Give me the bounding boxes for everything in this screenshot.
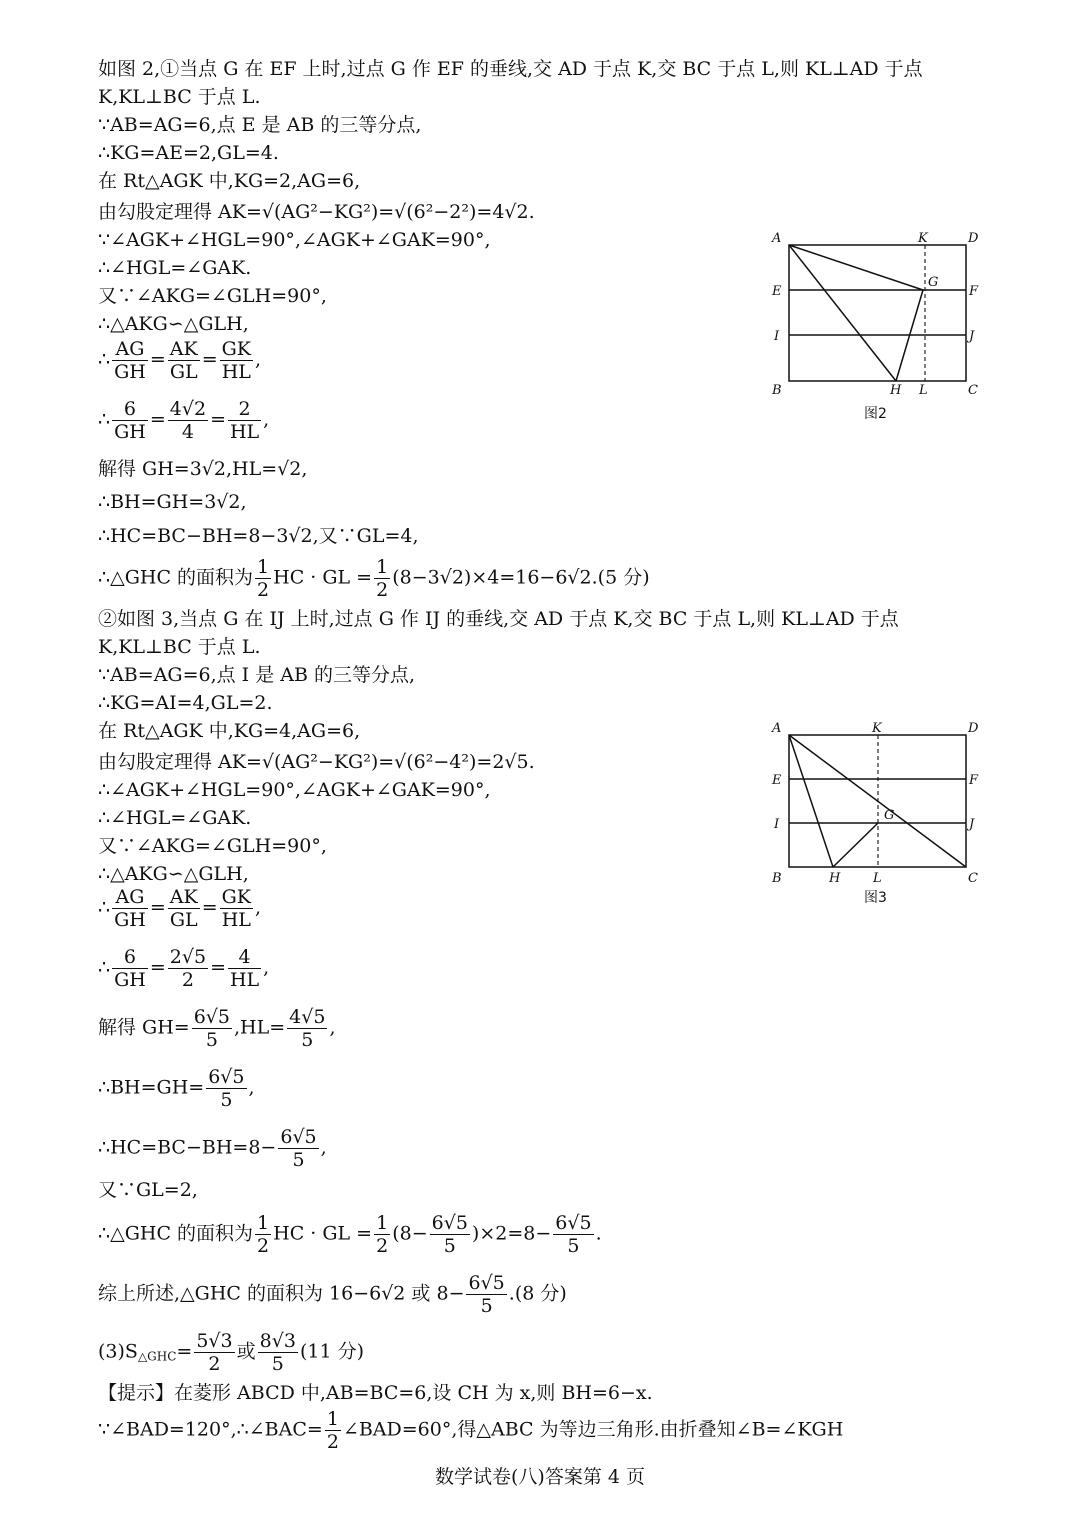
fraction-half: $\frac{1}{2}$ (257, 1212, 270, 1257)
text-line: ∵∠AGK+∠HGL=90°,∠AGK+∠GAK=90°, (98, 229, 491, 251)
figure-2-caption: 图2 (864, 406, 887, 422)
label-a: A (772, 721, 782, 736)
label-e: E (772, 773, 782, 788)
fraction: $\frac{6}{GH}$ (114, 398, 146, 443)
fraction: $\frac{AG}{GH}$ (114, 338, 146, 383)
label-j: J (969, 329, 975, 344)
fraction: $\frac{2}{HL}$ (229, 398, 260, 443)
text-line: 在 Rt△AGK 中,KG=4,AG=6, (98, 720, 361, 742)
area-line: ∴△GHC 的面积为 $\frac{1}{2}$ HC · GL = $\frac{1}{2}$ (8− $\frac{6√5}{5}$ )×2=8− $\frac{6√5}{5}$ . (98, 1212, 602, 1257)
text-line: ②如图 3,当点 G 在 IJ 上时,过点 G 作 IJ 的垂线,交 AD 于点 K,交 BC 于点 L,则 KL⊥AD 于点 (98, 608, 899, 630)
fraction: $\frac{GK}{HL}$ (221, 338, 251, 383)
text-line: ∴∠AGK+∠HGL=90°,∠AGK+∠GAK=90°, (98, 779, 491, 801)
label-a: A (772, 231, 782, 246)
text-line: 如图 2,①当点 G 在 EF 上时,过点 G 作 EF 的垂线,交 AD 于点 K,交 BC 于点 L,则 KL⊥AD 于点 (98, 58, 923, 80)
fraction: $\frac{6√5}{5}$ (280, 1126, 317, 1171)
area-line: ∴△GHC 的面积为 $\frac{1}{2}$ HC · GL = $\frac{1}{2}$ (8−3√2)×4=16−6√2.(5 分) (98, 556, 650, 601)
summary-line: 综上所述,△GHC 的面积为 16−6√2 或 8− $\frac{6√5}{5}$ .(8 分) (98, 1272, 567, 1317)
text-line: 又∵∠AKG=∠GLH=90°, (98, 285, 327, 307)
hc-line: ∴HC=BC−BH=8− $\frac{6√5}{5}$ , (98, 1126, 327, 1171)
figure-2-diagram (760, 226, 990, 426)
text-line: 在 Rt△AGK 中,KG=2,AG=6, (98, 170, 361, 192)
bh-line: ∴BH=GH= $\frac{6√5}{5}$ , (98, 1066, 255, 1111)
text-line: 由勾股定理得 AK=√(AG²−KG²)=√(6²−4²)=2√5. (98, 751, 535, 773)
rectangle-abcd (789, 245, 966, 381)
text-line: 解得 GH=3√2,HL=√2, (98, 458, 308, 480)
fraction: $\frac{AK}{GL}$ (169, 338, 198, 383)
label-h: H (890, 383, 902, 398)
fraction-half: $\frac{1}{2}$ (326, 1408, 339, 1453)
figure-3-caption: 图3 (864, 890, 887, 906)
label-g: G (928, 275, 939, 290)
text-line: ∴∠HGL=∠GAK. (98, 807, 252, 829)
text-line: ∵AB=AG=6,点 E 是 AB 的三等分点, (98, 114, 422, 136)
therefore-symbol: ∴ (98, 408, 111, 431)
text-line: ∴KG=AI=4,GL=2. (98, 692, 273, 714)
text-line: ∴∠HGL=∠GAK. (98, 257, 252, 279)
fraction: $\frac{6}{GH}$ (114, 946, 146, 991)
text-line: 又∵GL=2, (98, 1179, 198, 1201)
label-b: B (772, 871, 782, 886)
label-i: I (774, 329, 780, 344)
part3-line: $(3)S_{\triangle GHC}=$ $\frac{5√3}{2}$ 或 $\frac{8√3}{5}$ (11 分) (98, 1330, 364, 1375)
label-c: C (968, 871, 978, 886)
text-line: ∴△AKG∽△GLH, (98, 863, 249, 885)
label-h: H (829, 871, 841, 886)
label-k: K (918, 231, 928, 246)
text-line: 又∵∠AKG=∠GLH=90°, (98, 835, 327, 857)
segment-hg (833, 823, 878, 867)
figure-3-diagram (760, 716, 990, 912)
text-line: K,KL⊥BC 于点 L. (98, 86, 261, 108)
fraction: $\frac{6√5}{5}$ (193, 1006, 231, 1051)
label-f: F (969, 773, 979, 788)
segment-ah (789, 245, 896, 381)
fraction: $\frac{4√5}{5}$ (289, 1006, 326, 1051)
label-g: G (884, 808, 895, 823)
ratio-row: ∴ $\frac{AG}{GH}$ = $\frac{AK}{GL}$ = $\frac{GK}{HL}$ , (98, 338, 262, 383)
fraction: $\frac{6√5}{5}$ (208, 1066, 245, 1111)
fraction: $\frac{8√3}{5}$ (259, 1330, 296, 1375)
label-k: K (872, 721, 882, 736)
ratio-row: ∴ $\frac{6}{GH}$ = $\frac{4√2}{4}$ = $\frac{2}{HL}$ , (98, 398, 270, 443)
last-line: ∵∠BAD=120°,∴∠BAC= $\frac{1}{2}$ ∠BAD=60°,得△ABC 为等边三角形.由折叠知∠B=∠KGH (98, 1408, 844, 1453)
text-line: ∴KG=AE=2,GL=4. (98, 142, 279, 164)
solve-line: 解得 GH= $\frac{6√5}{5}$ ,HL= $\frac{4√5}{5}$ , (98, 1006, 336, 1051)
text-line: ∴HC=BC−BH=8−3√2,又∵GL=4, (98, 525, 419, 547)
segment-ag (789, 245, 923, 290)
label-b: B (772, 383, 782, 398)
text-line: ∴BH=GH=3√2, (98, 491, 247, 513)
label-j: J (969, 817, 975, 832)
ratio-row: ∴ $\frac{AG}{GH}$ = $\frac{AK}{GL}$ = $\frac{GK}{HL}$ , (98, 886, 262, 931)
fraction: $\frac{4}{HL}$ (229, 946, 260, 991)
fraction: $\frac{AG}{GH}$ (114, 886, 146, 931)
fraction: $\frac{6√5}{5}$ (431, 1212, 468, 1257)
text-line: ∴△AKG∽△GLH, (98, 313, 249, 335)
label-i: I (774, 817, 780, 832)
label-d: D (968, 721, 979, 736)
label-l: L (919, 383, 928, 398)
ratio-row: ∴ $\frac{6}{GH}$ = $\frac{2√5}{2}$ = $\frac{4}{HL}$ , (98, 946, 270, 991)
page-footer: 数学试卷(八)答案第 4 页 (435, 1466, 645, 1488)
label-d: D (968, 231, 979, 246)
text-line: 由勾股定理得 AK=√(AG²−KG²)=√(6²−2²)=4√2. (98, 201, 535, 223)
text-line: K,KL⊥BC 于点 L. (98, 636, 261, 658)
fraction-half: $\frac{1}{2}$ (376, 556, 389, 601)
fraction: $\frac{6√5}{5}$ (468, 1272, 505, 1317)
text-line: ∵AB=AG=6,点 I 是 AB 的三等分点, (98, 664, 416, 686)
fraction: $\frac{GK}{HL}$ (221, 886, 251, 931)
fraction: $\frac{5√3}{2}$ (196, 1330, 233, 1375)
fraction: $\frac{AK}{GL}$ (169, 886, 198, 931)
segment-ah (789, 735, 833, 867)
label-e: E (772, 284, 782, 299)
fraction-half: $\frac{1}{2}$ (376, 1212, 389, 1257)
fraction-half: $\frac{1}{2}$ (257, 556, 270, 601)
fraction: $\frac{4√2}{4}$ (169, 398, 207, 443)
label-c: C (968, 383, 978, 398)
fraction: $\frac{6√5}{5}$ (555, 1212, 592, 1257)
label-l: L (873, 871, 882, 886)
therefore-symbol: ∴ (98, 348, 111, 371)
hint-line: 【提示】在菱形 ABCD 中,AB=BC=6,设 CH 为 x,则 BH=6−x. (98, 1382, 653, 1404)
fraction: $\frac{2√5}{2}$ (169, 946, 207, 991)
label-f: F (969, 284, 979, 299)
